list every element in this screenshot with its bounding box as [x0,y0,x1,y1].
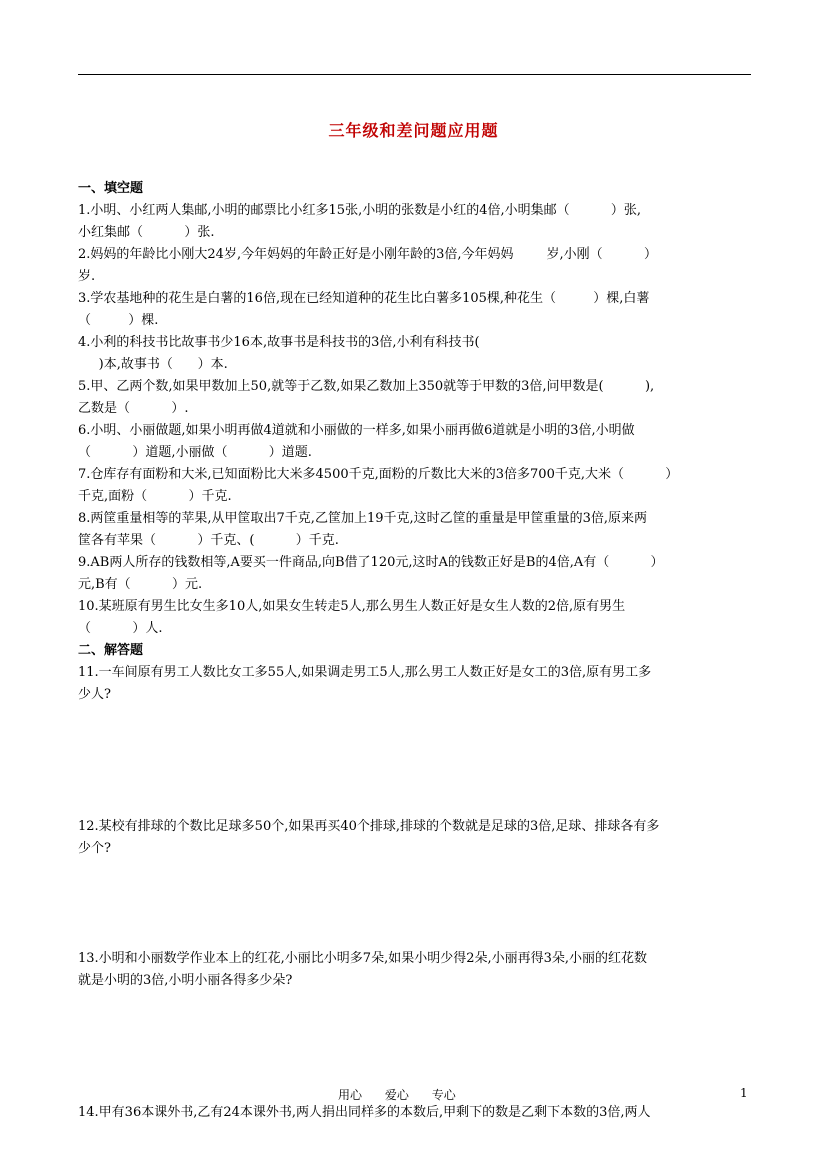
question-1-line-2: 小红集邮（ ）张. [78,225,215,240]
question-10-line-2: （ ）人. [78,621,163,636]
question-7-line-1: 7.仓库存有面粉和大米,已知面粉比大米多4500千克,面粉的斤数比大米的3倍多700千克,大米（ ） [78,467,679,482]
question-11-line-2: 少人? [78,687,111,702]
question-13-line-2: 就是小明的3倍,小明小丽各得多少朵? [78,973,293,988]
question-4-line-2: )本,故事书（ ）本. [78,357,228,372]
question-13-line-1: 13.小明和小丽数学作业本上的红花,小丽比小明多7朵,如果小明少得2朵,小丽再得3朵,小丽的红花数 [78,951,648,966]
section-heading-word-problems: 二、解答题 [78,643,144,658]
question-1-line-1: 1.小明、小红两人集邮,小明的邮票比小红多15张,小明的张数是小红的4倍,小明集邮（ ）张, [78,203,642,218]
question-5-line-1: 5.甲、乙两个数,如果甲数加上50,就等于乙数,如果乙数加上350就等于甲数的3倍,问甲数是( ), [78,379,655,394]
question-8-line-1: 8.两筐重量相等的苹果,从甲筐取出7千克,乙筐加上19千克,这时乙筐的重量是甲筐重量的3倍,原来两 [78,511,648,526]
question-3-line-1: 3.学农基地种的花生是白薯的16倍,现在已经知道种的花生比白薯多105棵,种花生（ ）棵,白薯 [78,291,650,306]
question-3-line-2: （ ）棵. [78,313,159,328]
question-8-line-2: 筐各有苹果（ ）千克、( ）千克. [78,533,339,548]
question-2-line-2: 岁. [78,269,96,284]
question-11-line-1: 11.一车间原有男工人数比女工多55人,如果调走男工5人,那么男工人数正好是女工的3倍,原有男工多 [78,665,652,680]
question-2-line-1: 2.妈妈的年龄比小刚大24岁,今年妈妈的年龄正好是小刚年龄的3倍,今年妈妈 岁,小刚（ ） [78,247,657,262]
question-14-line-1: 14.甲有36本课外书,乙有24本课外书,两人捐出同样多的本数后,甲剩下的数是乙剩下本数的3倍,两人 [78,1105,651,1120]
answer-space-11 [78,706,755,816]
question-5-line-2: 乙数是（ ）. [78,401,189,416]
question-9-line-1: 9.AB两人所存的钱数相等,A要买一件商品,向B借了120元,这时A的钱数正好是B的4倍,A有（ ） [78,555,664,570]
question-6-line-1: 6.小明、小丽做题,如果小明再做4道就和小丽做的一样多,如果小丽再做6道就是小明的3倍,小明做 [78,423,635,438]
question-7-line-2: 千克,面粉（ ）千克. [78,489,232,504]
question-6-line-2: （ ）道题,小丽做（ ）道题. [78,445,312,460]
header-rule [78,74,751,75]
question-4-line-1: 4.小利的科技书比故事书少16本,故事书是科技书的3倍,小利有科技书( [78,335,480,350]
document-title: 三年级和差问题应用题 [328,121,499,140]
page-number: 1 [740,1086,748,1100]
footer-motto: 用心 爱心 专心 [338,1088,456,1102]
answer-space-12 [78,860,755,948]
question-12-line-1: 12.某校有排球的个数比足球多50个,如果再买40个排球,排球的个数就是足球的3倍,足球、排球各有多 [78,819,660,834]
section-heading-fill-in: 一、填空题 [78,181,144,196]
document-body [78,178,755,1124]
question-10-line-1: 10.某班原有男生比女生多10人,如果女生转走5人,那么男生人数正好是女生人数的2倍,原有男生 [78,599,626,614]
question-12-line-2: 少个? [78,841,111,856]
question-9-line-2: 元,B有（ ）元. [78,577,203,592]
